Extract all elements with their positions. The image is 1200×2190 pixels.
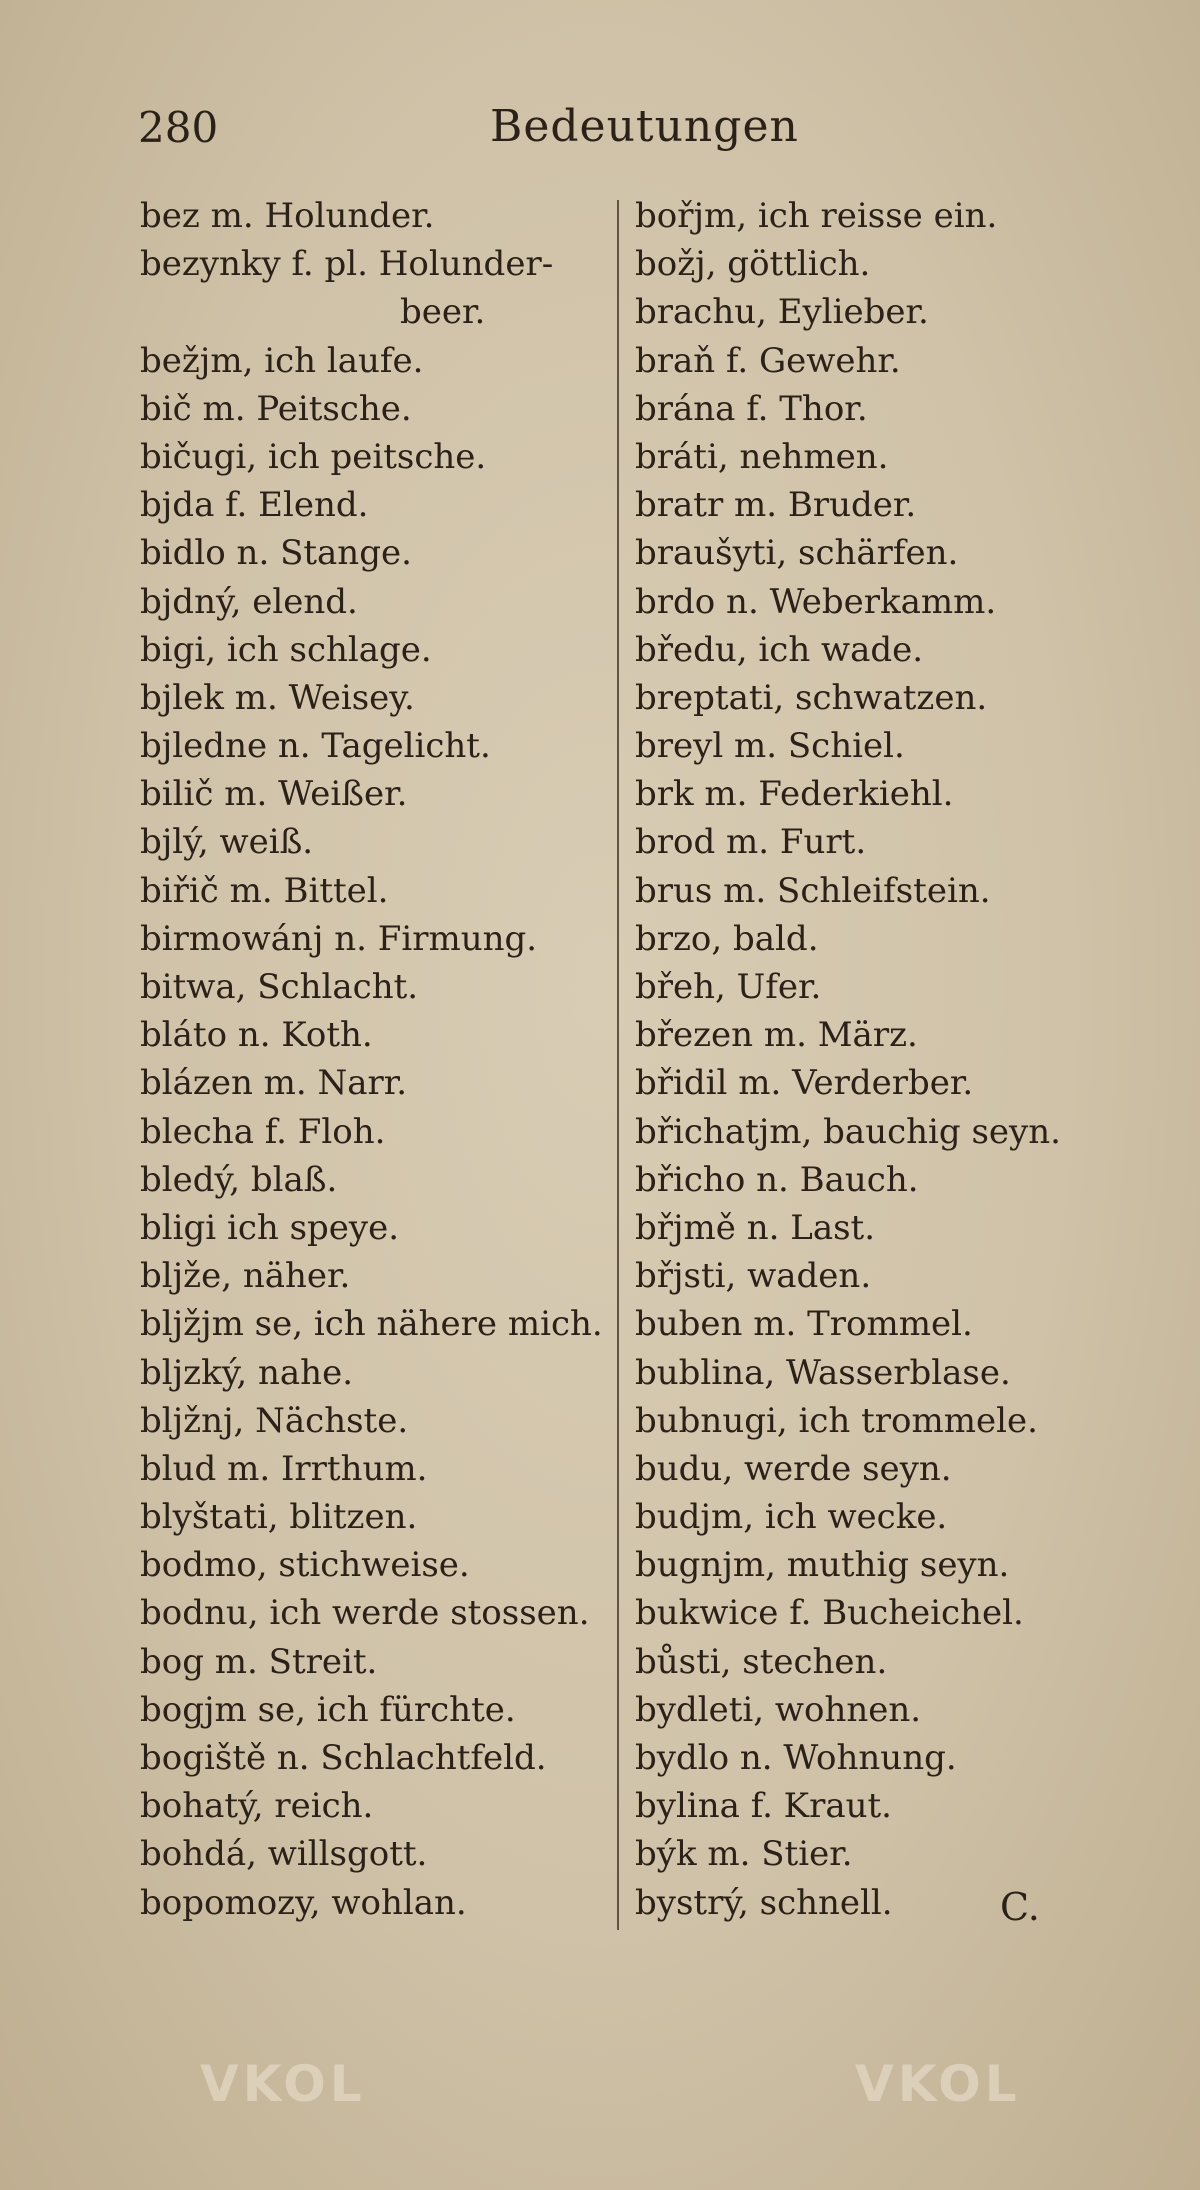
entry: bukwice f. Bucheichel. bbox=[635, 1593, 1024, 1634]
entry: břicho n. Bauch. bbox=[635, 1159, 919, 1200]
entry: břeh, Ufer. bbox=[635, 967, 822, 1007]
entry: blyštati, blitzen. bbox=[140, 1497, 418, 1538]
entry: bůsti, stechen. bbox=[635, 1641, 888, 1682]
watermark-left: VKOL bbox=[200, 2055, 366, 2113]
entry: bjlý, weiß. bbox=[140, 822, 314, 863]
column-divider bbox=[617, 200, 619, 1930]
entry: bogiště n. Schlachtfeld. bbox=[140, 1738, 547, 1778]
entry: bjdný, elend. bbox=[140, 581, 358, 622]
entry: bljzký, nahe. bbox=[140, 1352, 353, 1393]
page-number: 280 bbox=[138, 103, 219, 152]
entry: bjlek m. Weisey. bbox=[140, 677, 415, 718]
entry: budjm, ich wecke. bbox=[635, 1497, 948, 1538]
entry: bledý, blaß. bbox=[140, 1159, 338, 1200]
entry: břjsti, waden. bbox=[635, 1256, 872, 1297]
entry: bodnu, ich werde stossen. bbox=[140, 1593, 590, 1634]
watermark-right: VKOL bbox=[855, 2055, 1021, 2113]
entry: božj, göttlich. bbox=[635, 244, 871, 285]
entry: bředu, ich wade. bbox=[635, 629, 924, 670]
entry: bežjm, ich laufe. bbox=[140, 340, 424, 381]
entry: bohdá, willsgott. bbox=[140, 1834, 428, 1875]
entry: bydleti, wohnen. bbox=[635, 1689, 922, 1730]
entry: bopomozy, wohlan. bbox=[140, 1882, 467, 1923]
left-column bbox=[140, 192, 610, 1927]
entry: breyl m. Schiel. bbox=[635, 726, 905, 767]
entry: bjledne n. Tagelicht. bbox=[140, 726, 491, 767]
entry: bublina, Wasserblase. bbox=[635, 1352, 1011, 1393]
entry: bubnugi, ich trommele. bbox=[635, 1400, 1038, 1441]
entry: bláto n. Koth. bbox=[140, 1015, 373, 1056]
entry: býk m. Stier. bbox=[635, 1834, 853, 1875]
entry: blecha f. Floh. bbox=[140, 1111, 386, 1152]
running-title: Bedeutungen bbox=[490, 101, 799, 152]
entry: bilič m. Weißer. bbox=[140, 774, 408, 815]
entry: bičugi, ich peitsche. bbox=[140, 436, 487, 477]
entry: brzo, bald. bbox=[635, 918, 819, 959]
entry: blázen m. Narr. bbox=[140, 1063, 408, 1104]
entry: břjmě n. Last. bbox=[635, 1207, 876, 1248]
entry: bigi, ich schlage. bbox=[140, 629, 432, 670]
entry: brus m. Schleifstein. bbox=[635, 870, 991, 911]
right-column bbox=[635, 192, 1075, 1927]
entry: bič m. Peitsche. bbox=[140, 388, 412, 429]
entry: bohatý, reich. bbox=[140, 1786, 374, 1827]
entry: birmowánj n. Firmung. bbox=[140, 918, 538, 959]
entry: budu, werde seyn. bbox=[635, 1448, 952, 1489]
entry: bogjm se, ich fürchte. bbox=[140, 1689, 516, 1730]
entry: brána f. Thor. bbox=[635, 388, 868, 429]
entry: bezynky f. pl. Holunder- bbox=[140, 244, 554, 285]
entry: bez m. Holunder. bbox=[140, 196, 435, 236]
entry: biřič m. Bittel. bbox=[140, 870, 389, 911]
entry: bystrý, schnell. bbox=[635, 1882, 893, 1923]
entry: bylina f. Kraut. bbox=[635, 1786, 892, 1827]
entry: bratr m. Bruder. bbox=[635, 485, 917, 526]
entry: braň f. Gewehr. bbox=[635, 340, 901, 381]
entry: bog m. Streit. bbox=[140, 1641, 378, 1682]
entry: bljžjm se, ich nähere mich. bbox=[140, 1304, 603, 1345]
page-header bbox=[0, 95, 1200, 155]
entry: brk m. Federkiehl. bbox=[635, 774, 954, 815]
entry: bligi ich speye. bbox=[140, 1207, 400, 1248]
entry: brachu, Eylieber. bbox=[635, 292, 929, 333]
entry: brod m. Furt. bbox=[635, 822, 867, 863]
entry: bidlo n. Stange. bbox=[140, 533, 412, 574]
entry: bořjm, ich reisse ein. bbox=[635, 196, 998, 236]
entry: bodmo, stichweise. bbox=[140, 1545, 470, 1586]
entry: brdo n. Weberkamm. bbox=[635, 581, 997, 622]
entry: břidil m. Verderber. bbox=[635, 1063, 974, 1104]
entry: bljžnj, Nächste. bbox=[140, 1400, 409, 1441]
entry: březen m. März. bbox=[635, 1015, 918, 1056]
entry: bitwa, Schlacht. bbox=[140, 967, 419, 1007]
entry: bugnjm, muthig seyn. bbox=[635, 1545, 1010, 1586]
entry: bráti, nehmen. bbox=[635, 436, 889, 477]
entry: blud m. Irrthum. bbox=[140, 1448, 428, 1489]
catchword: C. bbox=[1000, 1885, 1040, 1929]
entry: breptati, schwatzen. bbox=[635, 677, 988, 718]
entry: břichatjm, bauchig seyn. bbox=[635, 1111, 1061, 1152]
entry: braušyti, schärfen. bbox=[635, 533, 959, 574]
entry-continuation: beer. bbox=[400, 292, 486, 333]
entry: bjda f. Elend. bbox=[140, 485, 369, 526]
entry: bydlo n. Wohnung. bbox=[635, 1738, 957, 1778]
entry: bljže, näher. bbox=[140, 1256, 351, 1297]
entry: buben m. Trommel. bbox=[635, 1304, 973, 1345]
